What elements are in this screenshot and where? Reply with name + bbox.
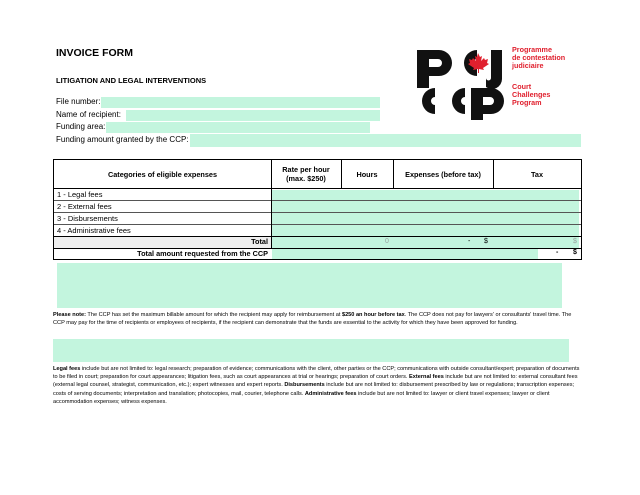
file-number-field[interactable] (101, 97, 380, 108)
funding-amount-label: Funding amount granted by the CCP: (56, 135, 189, 144)
table-rule (54, 200, 581, 201)
logo-text-line-3: judiciaire (512, 61, 544, 70)
please-note-text-1: The CCP has set the maximum billable amount for which the recipient may apply for reimbursement at (85, 312, 342, 318)
disbursements-text: include but are not limited to: disbursement prescribed by law or regulations; transcription expenses; costs of serving documents; interpretation and translation; photocopies, mail, courier, telephone calls. (53, 382, 575, 397)
recipient-name-label: Name of recipient: (56, 110, 121, 119)
admin-fees-text: include but are not limited to: lawyer or client travel expenses; lawyer or client accommodation expenses; witness expenses. (53, 390, 550, 405)
please-note-text-2: . The CCP does not pay for lawyers' or consultants' travel time. The CCP may pay for the time of recipients or employees of recipients, if the recipient can demonstrate that the funds are essential to the activity for which they have been approved for funding. (53, 312, 572, 327)
total-row-cells (272, 237, 579, 248)
total-expenses-currency: $ (484, 238, 488, 245)
row-external-fees: 2 - External fees (57, 202, 112, 211)
table-col-rule (341, 160, 342, 188)
logo-text-line-1: Programme (512, 45, 552, 54)
grand-total-label: Total amount requested from the CCP (137, 249, 268, 258)
external-fees-label: External fees (409, 374, 444, 381)
total-tax-currency: $ (573, 238, 577, 245)
table-col-rule (393, 160, 394, 188)
form-subtitle: LITIGATION AND LEGAL INTERVENTIONS (56, 76, 207, 85)
table-rule (54, 236, 581, 237)
row-legal-fees: 1 - Legal fees (57, 190, 103, 199)
table-rule (54, 188, 581, 189)
table-rule (54, 224, 581, 225)
total-label: Total (251, 237, 268, 246)
funding-area-label: Funding area: (56, 122, 106, 131)
comments-area[interactable] (57, 263, 562, 308)
logo-text-line-4: Court (512, 82, 532, 91)
funding-amount-field[interactable] (190, 134, 581, 147)
grand-total-currency: $ (573, 249, 577, 256)
grand-total-dash: - (556, 249, 559, 256)
pcj-ccp-wordmark-icon (417, 50, 504, 120)
header-expenses: Expenses (before tax) (405, 169, 481, 179)
external-fees-text: include but are not limited to: external consultant fees (external legal counsel, strategist, communication, etc.); expert witnesses and expert reports. (53, 374, 578, 389)
header-hours: Hours (356, 169, 378, 179)
recipient-name-field[interactable] (126, 110, 380, 121)
row-administrative-fees: 4 - Administrative fees (57, 226, 131, 235)
file-number-label: File number: (56, 97, 101, 106)
table-rule (54, 212, 581, 213)
table-col-rule (271, 160, 272, 248)
total-expenses-dash: - (468, 238, 471, 245)
please-note-label: Please note: (53, 312, 86, 318)
additional-info-area[interactable] (53, 339, 569, 362)
disbursements-label: Disbursements (284, 382, 325, 389)
ccp-logo (413, 44, 593, 120)
table-col-rule (493, 160, 494, 188)
logo-text-line-6: Program (512, 98, 542, 107)
logo-text-line-2: de contestation (512, 53, 566, 62)
header-tax: Tax (530, 169, 544, 179)
expenses-table (53, 159, 582, 260)
funding-area-field[interactable] (106, 122, 370, 133)
grand-total-cells (272, 249, 538, 259)
logo-text-line-5: Challenges (512, 90, 551, 99)
definitions-paragraph (53, 365, 583, 406)
please-note-bold: $250 an hour before tax (341, 312, 405, 318)
please-note-paragraph (53, 311, 583, 327)
legal-fees-text: include but are not limited to: legal research; preparation of evidence; communications with the client, other parties or the CCP; communications with outside consultant/expert; preparation of documents to be filed in court; preparation for court appearances; litigation fees, such as court appearances at trial or hearings; preparation of court orders. (53, 366, 580, 381)
legal-fees-label: Legal fees (53, 366, 81, 372)
header-rate: Rate per hour (max. $250) (282, 165, 330, 183)
total-hours-value: 0 (385, 238, 389, 245)
header-categories: Categories of eligible expenses (107, 169, 218, 179)
admin-fees-label: Administrative fees (304, 390, 357, 397)
form-title: INVOICE FORM (56, 47, 134, 59)
table-rule (54, 248, 581, 249)
row-disbursements: 3 - Disbursements (57, 214, 118, 223)
entry-area[interactable] (272, 190, 579, 236)
